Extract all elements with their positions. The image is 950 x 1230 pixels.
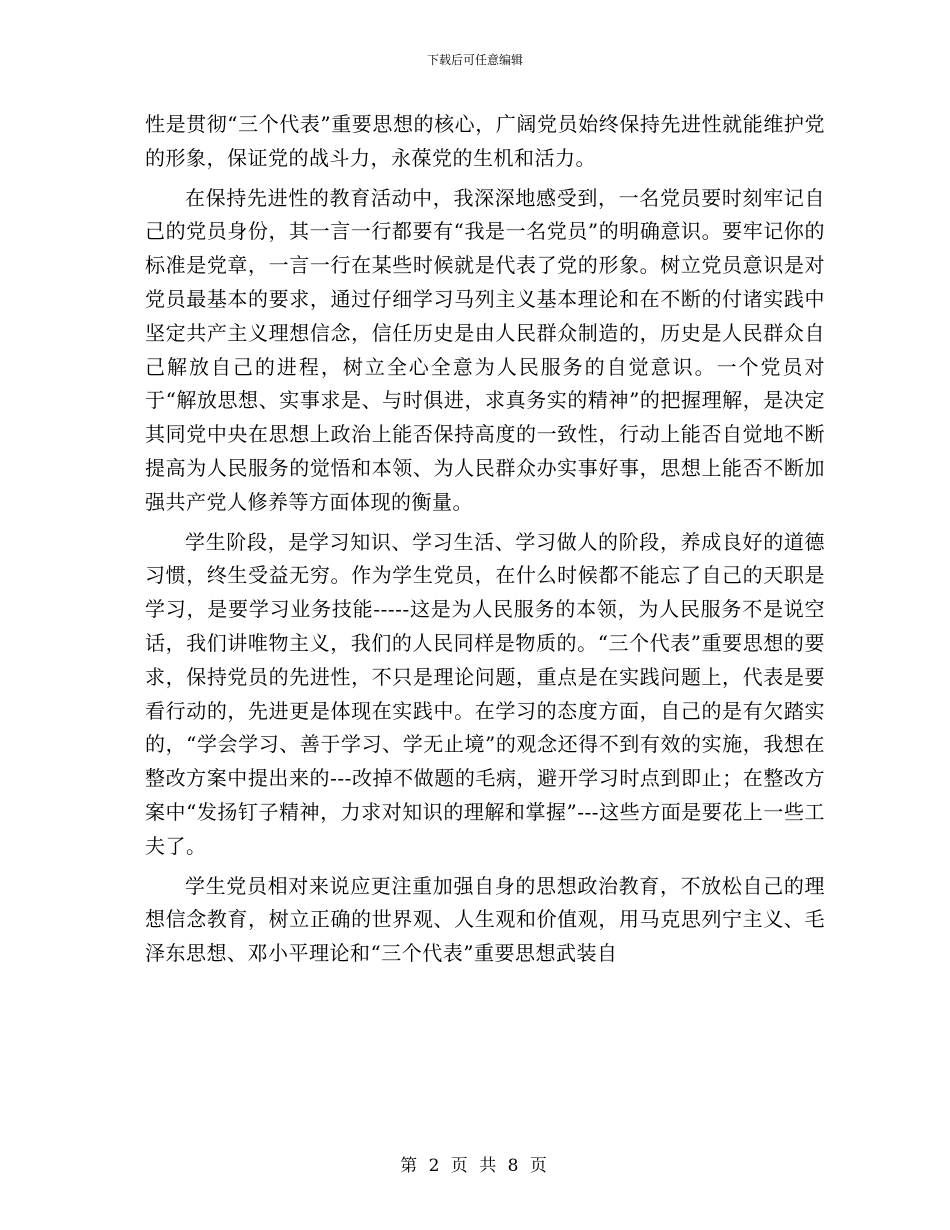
- paragraph-continued: 性是贯彻“三个代表”重要思想的核心，广阔党员始终保持先进性就能维护党的形象，保证党的战斗力，永葆党的生机和活力。: [145, 112, 825, 170]
- paragraph-student-stage: 学生阶段，是学习知识、学习生活、学习做人的阶段，养成良好的道德习惯，终生受益无穷。作为学生党员，在什么时候都不能忘了自己的天职是学习，是要学习业务技能-----这是为人民服务的本领，为人民服务不是说空话，我们讲唯物主义，我们的人民同样是物质的。“三个代表”重要思想的要求，保持党员的先进性，不只是理论问题，重点是在实践问题上，代表是要看行动的，先进更是体现在实践中。在学习的态度方面，自己的是有欠踏实的，“学会学习、善于学习、学无止境”的观念还得不到有效的实施，我想在整改方案中提出来的---改掉不做题的毛病，避开学习时点到即止；在整改方案中“发扬钉子精神，力求对知识的理解和掌握”---这些方面是要花上一些工夫了。: [145, 529, 825, 858]
- paragraph-political-education: 学生党员相对来说应更注重加强自身的思想政治教育，不放松自己的理想信念教育，树立正确的世界观、人生观和价值观，用马克思列宁主义、毛泽东思想、邓小平理论和“三个代表”重要思想武装自: [145, 873, 825, 966]
- paragraph-party-awareness: 在保持先进性的教育活动中，我深深地感受到，一名党员要时刻牢记自己的党员身份，其一言一行都要有“我是一名党员”的明确意识。要牢记你的标准是党章，一言一行在某些时候就是代表了党的形象。树立党员意识是对党员最基本的要求，通过仔细学习马列主义基本理论和在不断的付诸实践中坚定共产主义理想信念，信任历史是由人民群众制造的，历史是人民群众自己解放自己的进程，树立全心全意为人民服务的自觉意识。一个党员对于“解放思想、实事求是、与时俱进，求真务实的精神”的把握理解，是决定其同党中央在思想上政治上能否保持高度的一致性，行动上能否自觉地不断提高为人民服务的觉悟和本领、为人民群众办实事好事，思想上能否不断加强共产党人修养等方面体现的衡量。: [145, 185, 825, 514]
- page-header: 下载后可任意编辑: [426, 53, 523, 67]
- page-number-footer: 第 2 页 共 8 页: [400, 1156, 550, 1176]
- document-body: [145, 108, 825, 971]
